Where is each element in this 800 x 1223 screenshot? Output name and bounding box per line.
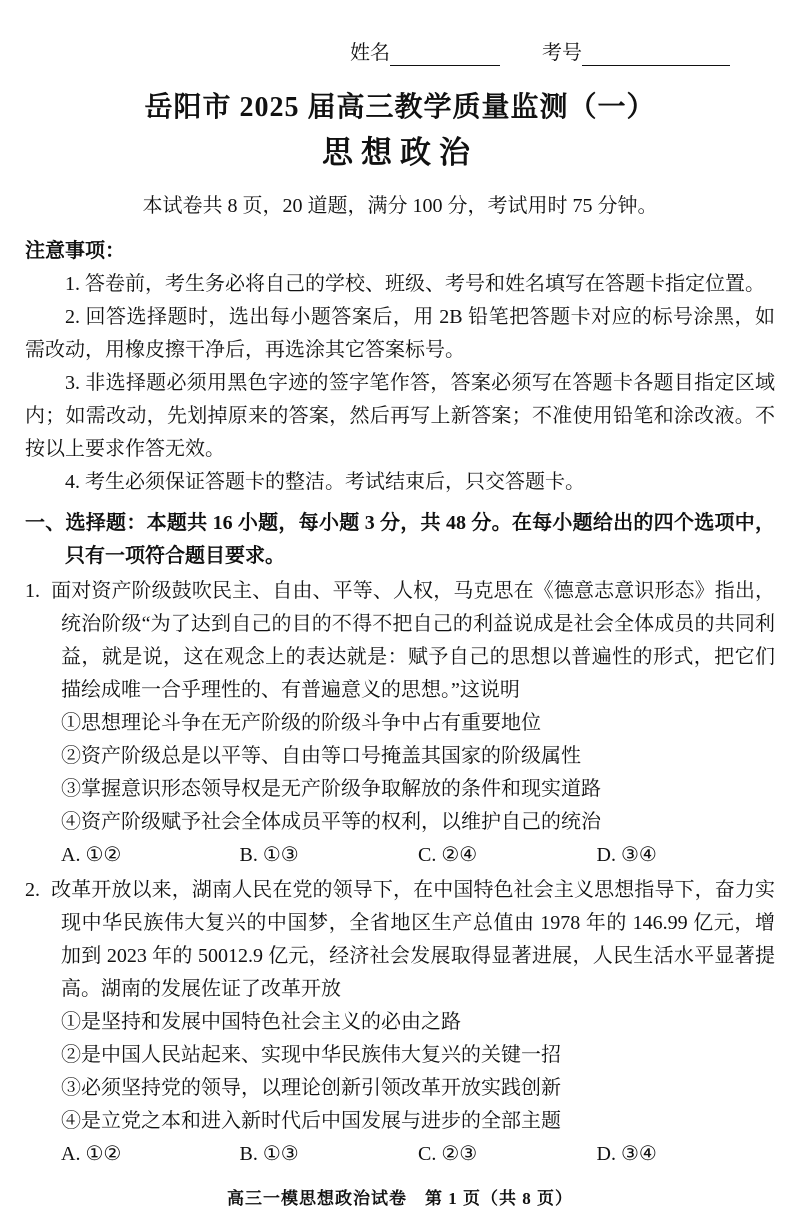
question-1-answer-a: A. ①②: [61, 844, 122, 866]
question-1-answer-b: B. ①③: [239, 844, 299, 866]
exam-no-label: 考号: [542, 42, 582, 64]
question-2-option-2: ②是中国人民站起来、实现中华民族伟大复兴的关键一招: [61, 1044, 561, 1066]
question-2-option-4: ④是立党之本和进入新时代后中国发展与进步的全部主题: [61, 1110, 561, 1132]
question-2-stem-text: 改革开放以来，湖南人民在党的领导下，在中国特色社会主义思想指导下，奋力实现中华民族伟大复兴的中国梦，全省地区生产总值由 1978 年的 146.99 亿元，增加到 2023 年的 50012.9 亿元，经济社会发展取得显著进展，人民生活水平显著提高。湖南的发展佐证了改革开放: [51, 879, 775, 1000]
question-2-option-3: ③必须坚持党的领导，以理论创新引领改革开放实践创新: [61, 1077, 561, 1099]
question-1-answer-d: D. ③④: [596, 844, 657, 866]
question-2-answers: [25, 1138, 775, 1171]
header-fields: [25, 40, 775, 66]
exam-no-blank-line: [582, 44, 730, 66]
notice-section: [25, 235, 775, 499]
question-2-answer-a: A. ①②: [61, 1143, 122, 1165]
question-1: [25, 575, 775, 872]
page-title: 岳阳市 2025 届高三教学质量监测（一）: [144, 92, 656, 123]
question-1-option-3: ③掌握意识形态领导权是无产阶级争取解放的条件和现实道路: [61, 778, 601, 800]
question-2-answer-d: D. ③④: [596, 1143, 657, 1165]
name-blank-line: [390, 44, 500, 66]
notice-item-1: 1. 答卷前，考生务必将自己的学校、班级、考号和姓名填写在答题卡指定位置。: [65, 273, 765, 295]
question-1-stem-text: 面对资产阶级鼓吹民主、自由、平等、人权，马克思在《德意志意识形态》指出，统治阶级“为了达到自己的目的不得不把自己的利益说成是社会全体成员的共同利益，就是说，这在观念上的表达就是：赋予自己的思想以普遍性的形式，把它们描绘成唯一合乎理性的、有普遍意义的思想。”这说明: [51, 580, 775, 701]
notice-item-2: 2. 回答选择题时，选出每小题答案后，用 2B 铅笔把答题卡对应的标号涂黑，如需改动，用橡皮擦干净后，再选涂其它答案标号。: [25, 306, 775, 361]
question-2: [25, 874, 775, 1171]
section-heading: 一、选择题：本题共 16 小题，每小题 3 分，共 48 分。在每小题给出的四个选项中，只有一项符合题目要求。: [25, 512, 775, 567]
question-1-answer-c: C. ②④: [418, 844, 478, 866]
notice-item-4: 4. 考生必须保证答题卡的整洁。考试结束后，只交答题卡。: [65, 471, 585, 493]
name-label: 姓名: [350, 42, 390, 64]
notice-item-3: 3. 非选择题必须用黑色字迹的签字笔作答，答案必须写在答题卡各题目指定区域内；如需改动，先划掉原来的答案，然后再写上新答案；不准使用铅笔和涂改液。不按以上要求作答无效。: [25, 372, 775, 460]
exam-info: 本试卷共 8 页，20 道题，满分 100 分，考试用时 75 分钟。: [142, 195, 658, 217]
notice-heading: 注意事项：: [25, 240, 125, 262]
question-2-number: 2.: [25, 879, 40, 901]
question-1-option-1: ①思想理论斗争在无产阶级的阶级斗争中占有重要地位: [61, 712, 541, 734]
name-field: [350, 40, 500, 66]
page-footer: 高三一模思想政治试卷 第 1 页（共 8 页）: [227, 1189, 573, 1208]
question-1-option-2: ②资产阶级总是以平等、自由等口号掩盖其国家的阶级属性: [61, 745, 581, 767]
subject-title: 思想政治: [322, 135, 478, 170]
question-2-stem: [25, 874, 775, 1006]
question-1-option-4: ④资产阶级赋予社会全体成员平等的权利，以维护自己的统治: [61, 811, 601, 833]
question-1-number: 1.: [25, 580, 40, 602]
exam-no-field: [542, 40, 730, 66]
question-2-answer-c: C. ②③: [418, 1143, 478, 1165]
question-2-option-1: ①是坚持和发展中国特色社会主义的必由之路: [61, 1011, 461, 1033]
question-2-answer-b: B. ①③: [239, 1143, 299, 1165]
question-1-stem: [25, 575, 775, 707]
question-1-answers: [25, 839, 775, 872]
